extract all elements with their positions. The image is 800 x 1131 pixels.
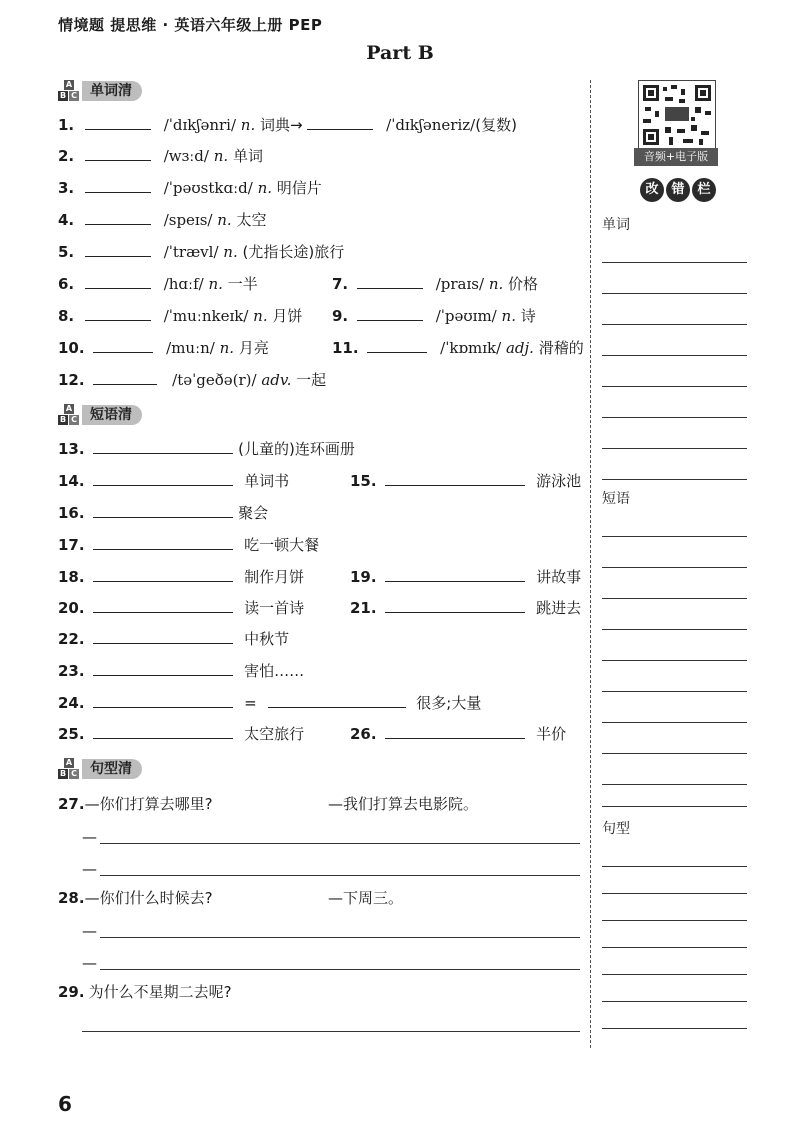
answer-blank[interactable]: [385, 723, 525, 739]
side-answer-line[interactable]: [602, 806, 747, 807]
answer-blank[interactable]: [385, 566, 525, 582]
phrase-row-18: 18. 制作月饼: [58, 568, 305, 586]
abc-icon: A B C: [58, 404, 80, 426]
phrase-row-26: 26. 半价: [350, 725, 567, 743]
section-phrases-label: 短语清: [82, 405, 142, 425]
answer-blank[interactable]: [93, 692, 233, 708]
answer-blank[interactable]: [93, 534, 233, 550]
abc-icon: A B C: [58, 758, 80, 780]
answer-blank[interactable]: [93, 470, 233, 486]
side-answer-line[interactable]: [602, 947, 747, 948]
answer-blank[interactable]: [385, 597, 525, 613]
word-row-12: 12. /təˈgeðə(r)/ adv. 一起: [58, 371, 327, 389]
qr-code[interactable]: [638, 80, 716, 150]
answer-blank[interactable]: [385, 470, 525, 486]
answer-blank[interactable]: [357, 273, 423, 289]
answer-blank[interactable]: [93, 597, 233, 613]
answer-line[interactable]: [100, 969, 580, 970]
answer-blank[interactable]: [85, 177, 151, 193]
page-number: 6: [58, 1092, 72, 1116]
answer-blank[interactable]: [93, 337, 153, 353]
side-answer-line[interactable]: [602, 866, 747, 867]
side-answer-line[interactable]: [602, 629, 747, 630]
phrase-row-20: 20. 读一首诗: [58, 599, 305, 617]
phrase-row-21: 21. 跳进去: [350, 599, 582, 617]
sentence-28-prompt: 28.—你们什么时候去?: [58, 889, 213, 907]
side-label-sentences: 句型: [602, 821, 630, 837]
side-answer-line[interactable]: [602, 324, 747, 325]
word-row-2: 2. /wɜːd/ n. 单词: [58, 147, 263, 165]
part-title: Part B: [366, 42, 434, 64]
section-phrases-header: [58, 404, 142, 426]
word-row-9: 9. /ˈpəʊɪm/ n. 诗: [332, 307, 536, 325]
word-row-8: 8. /ˈmuːnkeɪk/ n. 月饼: [58, 307, 303, 325]
phrase-row-22: 22. 中秋节: [58, 630, 290, 648]
dash-mark: —: [82, 860, 97, 878]
side-answer-line[interactable]: [602, 355, 747, 356]
phrase-row-19: 19. 讲故事: [350, 568, 582, 586]
side-answer-line[interactable]: [602, 974, 747, 975]
phrase-row-24: 24. = 很多;大量: [58, 694, 482, 712]
side-divider: [590, 80, 591, 1048]
error-column-badge: 栏: [692, 178, 716, 202]
side-answer-line[interactable]: [602, 262, 747, 263]
answer-blank[interactable]: [307, 114, 373, 130]
side-answer-line[interactable]: [602, 753, 747, 754]
word-row-3: 3. /ˈpəʊstkɑːd/ n. 明信片: [58, 179, 322, 197]
side-answer-line[interactable]: [602, 1001, 747, 1002]
side-answer-line[interactable]: [602, 893, 747, 894]
side-answer-line[interactable]: [602, 1028, 747, 1029]
error-column-badge: 错: [666, 178, 690, 202]
side-answer-line[interactable]: [602, 920, 747, 921]
answer-blank[interactable]: [93, 438, 233, 454]
word-row-7: 7. /praɪs/ n. 价格: [332, 275, 539, 293]
side-answer-line[interactable]: [602, 784, 747, 785]
answer-line[interactable]: [100, 937, 580, 938]
word-row-10: 10. /muːn/ n. 月亮: [58, 339, 269, 357]
side-answer-line[interactable]: [602, 567, 747, 568]
dash-mark: —: [82, 828, 97, 846]
phrase-row-15: 15. 游泳池: [350, 472, 582, 490]
answer-blank[interactable]: [268, 692, 406, 708]
answer-blank[interactable]: [93, 369, 157, 385]
word-row-6: 6. /hɑːf/ n. 一半: [58, 275, 258, 293]
phrase-row-17: 17. 吃一顿大餐: [58, 536, 320, 554]
answer-blank[interactable]: [85, 241, 151, 257]
sentence-27-prompt: 27.—你们打算去哪里?: [58, 795, 213, 813]
abc-icon: A B C: [58, 80, 80, 102]
answer-line[interactable]: [82, 1031, 580, 1032]
side-answer-line[interactable]: [602, 722, 747, 723]
phrase-row-13: 13. (儿童的)连环画册: [58, 440, 355, 458]
answer-line[interactable]: [100, 875, 580, 876]
answer-blank[interactable]: [93, 660, 233, 676]
answer-blank[interactable]: [85, 114, 151, 130]
section-sentences-header: [58, 758, 142, 780]
section-sentences-label: 句型清: [82, 759, 142, 779]
side-answer-line[interactable]: [602, 691, 747, 692]
qr-caption: 音频+电子版: [634, 148, 718, 166]
error-column-badge: 改: [640, 178, 664, 202]
side-label-phrases: 短语: [602, 491, 630, 507]
answer-blank[interactable]: [357, 305, 423, 321]
side-answer-line[interactable]: [602, 293, 747, 294]
answer-blank[interactable]: [85, 305, 151, 321]
answer-blank[interactable]: [367, 337, 427, 353]
word-row-1: 1. /ˈdɪkʃənri/ n. 词典→ /ˈdɪkʃəneriz/(复数): [58, 116, 517, 134]
sentence-27-answer-prompt: —我们打算去电影院。: [328, 795, 479, 813]
answer-blank[interactable]: [85, 273, 151, 289]
side-answer-line[interactable]: [602, 417, 747, 418]
side-answer-line[interactable]: [602, 536, 747, 537]
side-label-words: 单词: [602, 217, 630, 233]
answer-blank[interactable]: [93, 628, 233, 644]
dash-mark: —: [82, 954, 97, 972]
sentence-28-answer-prompt: —下周三。: [328, 889, 404, 907]
word-row-11: 11. /ˈkɒmɪk/ adj. 滑稽的: [332, 339, 584, 357]
section-words-header: [58, 80, 142, 102]
answer-blank[interactable]: [93, 723, 233, 739]
side-answer-line[interactable]: [602, 448, 747, 449]
answer-line[interactable]: [100, 843, 580, 844]
dash-mark: —: [82, 922, 97, 940]
book-header: 情境题 提思维 · 英语六年级上册 PEP: [58, 16, 323, 34]
section-words-label: 单词清: [82, 81, 142, 101]
word-row-4: 4. /speɪs/ n. 太空: [58, 211, 267, 229]
side-answer-line[interactable]: [602, 598, 747, 599]
answer-blank[interactable]: [93, 502, 233, 518]
answer-blank[interactable]: [93, 566, 233, 582]
phrase-row-23: 23. 害怕……: [58, 662, 305, 680]
phrase-row-16: 16. 聚会: [58, 504, 269, 522]
answer-blank[interactable]: [85, 209, 151, 225]
answer-blank[interactable]: [85, 145, 151, 161]
sentence-29-prompt: 29. 为什么不星期二去呢?: [58, 983, 232, 1001]
side-answer-line[interactable]: [602, 386, 747, 387]
phrase-row-14: 14. 单词书: [58, 472, 290, 490]
word-row-5: 5. /ˈtrævl/ n. (尤指长途)旅行: [58, 243, 345, 261]
phrase-row-25: 25. 太空旅行: [58, 725, 305, 743]
side-answer-line[interactable]: [602, 660, 747, 661]
side-answer-line[interactable]: [602, 479, 747, 480]
